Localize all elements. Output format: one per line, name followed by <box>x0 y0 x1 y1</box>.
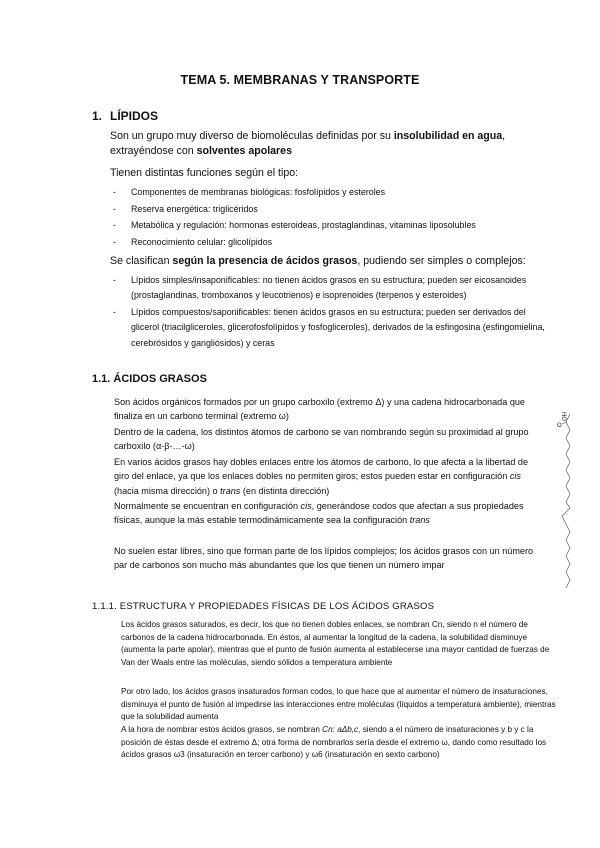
fatty-acids-paragraph-4 <box>114 499 540 528</box>
nomenclature-formula: Cn: aΔb,c <box>322 725 359 734</box>
carbon-chain-line <box>562 414 570 588</box>
p3-cis: cis <box>509 471 521 482</box>
list-item-text: Reconocimiento celular: glicolípidos <box>131 236 273 247</box>
lipid-types-list <box>113 273 553 352</box>
intro-paragraph <box>110 129 550 159</box>
section-title: LÍPIDOS <box>110 109 159 123</box>
p3-text: A la hora de nombrar estos ácidos grasos, se nombran <box>121 725 323 734</box>
dash-bullet: - <box>113 187 116 197</box>
fatty-acids-paragraph-1: Son ácidos orgánicos formados por un grupo carboxilo (extremo Δ) y una cadena hidrocarbonada que finaliza en un carbono terminal (extremo ω) <box>114 397 525 422</box>
p4-text: Normalmente se encuentran en configuración <box>114 501 301 511</box>
dash-bullet: - <box>113 307 116 317</box>
list-item <box>113 235 553 250</box>
list-item <box>113 305 553 351</box>
subsubsection-heading-estructura: 1.1.1. ESTRUCTURA Y PROPIEDADES FÍSICAS DE LOS ÁCIDOS GRASOS <box>92 601 435 612</box>
p4-trans: trans <box>409 515 430 526</box>
fatty-acids-paragraph-2: Dentro de la cadena, los distintos átomos de carbono se van nombrando según su proximidad al grupo carboxilo (α-β-…-ω) <box>114 427 529 452</box>
structure-paragraph-3 <box>121 724 561 762</box>
p4-text-2: , generándose codos que afectan a sus propiedades físicas, aunque la más estable termodinámicamente sea la configuración <box>114 501 524 526</box>
intro-text-2: , extrayéndose con <box>110 130 506 157</box>
list-item-text: Metabólica y regulación: hormonas esteroideas, prostaglandinas, vitaminas liposolubles <box>131 220 476 231</box>
section-heading-lipidos <box>92 109 158 123</box>
list-item-text: Reserva energética: triglicéridos <box>131 203 258 214</box>
list-item-text: Componentes de membranas biológicas: fosfolípidos y esteroles <box>131 187 386 197</box>
section-number: 1. <box>92 109 103 123</box>
intro-bold-solvents: solventes apolares <box>196 145 292 157</box>
classify-text: Se clasifican <box>110 255 173 267</box>
functions-list <box>113 185 553 251</box>
fatty-acids-paragraph-5: No suelen estar libres, sino que forman parte de los lípidos complejos; los ácidos grasos con un número par de carbonos son mucho más abundantes que los que tienen un número impar <box>114 546 534 571</box>
structure-paragraph-2: Por otro lado, los ácidos grasos insaturados forman codos, lo que hace que al aumentar el número de insaturaciones, disminuya el punto de fusión al impedirse las interacciones entre moléculas (líquidos a temperatura ambiente), mientras que la solubilidad aumenta <box>121 687 556 722</box>
fatty-acids-paragraph-3 <box>114 455 540 498</box>
list-item-text: Lípidos simples/insaponificables: no tienen ácidos grasos en su estructura; pueden ser eicosanoides (prostaglandinas, tromboxanos y leucotrienos) e isoprenoides (terpenos y esteroides) <box>131 275 527 301</box>
intro-text: Son un grupo muy diverso de biomoléculas definidas por su <box>110 130 394 142</box>
classification-paragraph <box>110 254 560 269</box>
dash-bullet: - <box>113 220 116 231</box>
structure-paragraph-1: Los ácidos grasos saturados, es decir, los que no tienen dobles enlaces, se nombran Cn, siendo n el número de carbonos de la cadena hidrocarbonada. En éstos, al aumentar la longitud de la cadena, la solubilidad disminuye (aumenta la parte apolar), mientras que el punto de fusión aumenta al establecerse una mayor cantidad de fuerzas de Van der Waals entre las moléculas, siendo sólidos a temperatura ambiente <box>121 620 550 667</box>
p3-text: En varios ácidos grasos hay dobles enlaces entre los átomos de carbono, lo que afecta a la libertad de giro del enlace, ya que los enlaces dobles no permiten giros; estos pueden estar en configuración <box>114 457 529 482</box>
oxygen-label: O <box>557 423 562 429</box>
list-item <box>113 218 553 233</box>
p3-text-2: (hacia misma dirección) o <box>114 485 221 496</box>
functions-intro: Tienen distintas funciones según el tipo: <box>110 167 299 179</box>
p3-trans: trans <box>220 485 241 496</box>
list-item <box>113 202 553 217</box>
hydroxyl-label: HO <box>560 412 566 421</box>
classify-bold: según la presencia de ácidos grasos <box>172 255 358 267</box>
list-item <box>113 185 553 200</box>
list-item-text: Lípidos compuestos/saponificables: tienen ácidos grasos en su estructura; pueden ser derivados del glicerol (triacilgliceroles, glicerofosfolípidos y fosfogliceroles), derivados de la esfingosina (esfingomielina, cerebrósidos y gangliósidos) y ceras <box>131 307 545 348</box>
fatty-acid-structure-diagram <box>556 398 586 598</box>
dash-bullet: - <box>113 236 116 247</box>
dash-bullet: - <box>113 275 116 285</box>
list-item <box>113 273 553 304</box>
intro-bold-insolubility: insolubilidad en agua <box>393 130 503 142</box>
classify-text-2: , pudiendo ser simples o complejos: <box>357 255 526 267</box>
page-title: TEMA 5. MEMBRANAS Y TRANSPORTE <box>180 73 420 87</box>
p3-text-3: (en distinta dirección) <box>240 485 330 496</box>
p3-text-2: , siendo a el número de insaturaciones y b y c la posición de éstas desde el extremo Δ; otra forma de nombrarlos sería desde el extremo ω, dando como resultado los ácidos grasos ω3 (insaturación en tercer carbono) y ω6 (insaturación en sexto carbono) <box>121 725 547 760</box>
p4-cis: cis <box>300 501 312 511</box>
dash-bullet: - <box>113 203 116 214</box>
subsection-heading-acidos-grasos: 1.1. ÁCIDOS GRASOS <box>92 373 207 385</box>
